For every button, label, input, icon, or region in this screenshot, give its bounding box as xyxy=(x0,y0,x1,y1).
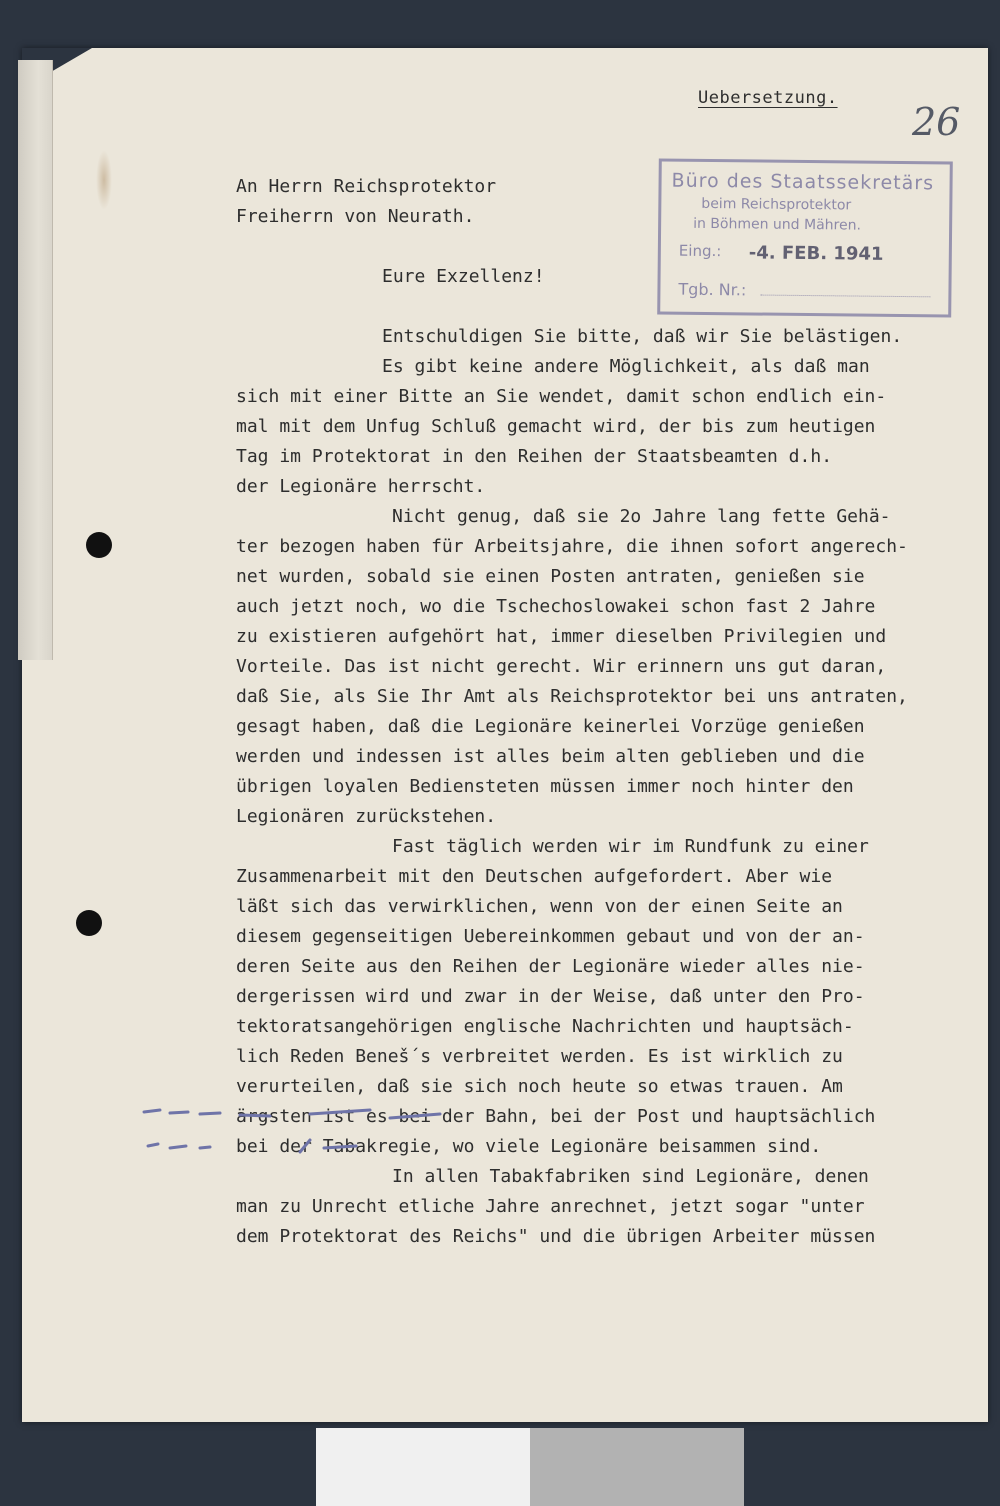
body-line: deren Seite aus den Reihen der Legionäre wieder alles nie- xyxy=(236,956,865,977)
body-line: dergerissen wird und zwar in der Weise, daß unter den Pro- xyxy=(236,986,865,1007)
address-line: Freiherrn von Neurath. xyxy=(236,206,475,227)
body-line: läßt sich das verwirklichen, wenn von der einen Seite an xyxy=(236,896,843,917)
body-line: werden und indessen ist alles beim alten geblieben und die xyxy=(236,746,865,767)
body-line: net wurden, sobald sie einen Posten antraten, genießen sie xyxy=(236,566,865,587)
body-line: Vorteile. Das ist nicht gerecht. Wir erinnern uns gut daran, xyxy=(236,656,887,677)
body-line: Tag im Protektorat in den Reihen der Staatsbeamten d.h. xyxy=(236,446,833,467)
body-line: gesagt haben, daß die Legionäre keinerlei Vorzüge genießen xyxy=(236,716,865,737)
salutation: Eure Exzellenz! xyxy=(382,266,545,287)
body-line: Es gibt keine andere Möglichkeit, als daß man xyxy=(382,356,870,377)
body-line: sich mit einer Bitte an Sie wendet, damit schon endlich ein- xyxy=(236,386,887,407)
stamp-date: -4. FEB. 1941 xyxy=(748,242,884,265)
stamp-eing-label: Eing.: xyxy=(678,241,722,261)
stamp-line-1: Büro des Staatssekretärs xyxy=(671,169,935,195)
body-line: zu existieren aufgehört hat, immer dieselben Privilegien und xyxy=(236,626,887,647)
stamp-tgb-label: Tgb. Nr.: xyxy=(678,279,747,300)
body-line: mal mit dem Unfug Schluß gemacht wird, der bis zum heutigen xyxy=(236,416,876,437)
body-line: Fast täglich werden wir im Rundfunk zu einer xyxy=(392,836,869,857)
rust-stain xyxy=(96,150,112,210)
body-line: verurteilen, daß sie sich noch heute so etwas trauen. Am xyxy=(236,1076,843,1097)
body-line: lich Reden Beneš´s verbreitet werden. Es ist wirklich zu xyxy=(236,1046,843,1067)
stamp-line-3: in Böhmen und Mähren. xyxy=(693,215,862,234)
body-line: ärgsten ist es bei der Bahn, bei der Post und hauptsächlich xyxy=(236,1106,876,1127)
body-line: diesem gegenseitigen Uebereinkommen gebaut und von der an- xyxy=(236,926,865,947)
body-line: Legionären zurückstehen. xyxy=(236,806,497,827)
body-line: Entschuldigen Sie bitte, daß wir Sie belästigen. xyxy=(382,326,903,347)
pencil-marginalia xyxy=(140,1100,460,1160)
archive-scale-bar xyxy=(316,1428,744,1506)
body-line: man zu Unrecht etliche Jahre anrechnet, jetzt sogar "unter xyxy=(236,1196,865,1217)
body-line: tektoratsangehörigen englische Nachrichten und hauptsäch- xyxy=(236,1016,854,1037)
body-line: bei der Tabakregie, wo viele Legionäre beisammen sind. xyxy=(236,1136,822,1157)
body-line: dem Protektorat des Reichs" und die übrigen Arbeiter müssen xyxy=(236,1226,876,1247)
punch-hole-bottom xyxy=(76,910,102,936)
stamp-line-2: beim Reichsprotektor xyxy=(701,195,852,214)
address-line: An Herrn Reichsprotektor xyxy=(236,176,497,197)
body-line: ter bezogen haben für Arbeitsjahre, die ihnen sofort angerech- xyxy=(236,536,908,557)
body-line: der Legionäre herrscht. xyxy=(236,476,486,497)
binding-strip xyxy=(18,60,53,660)
document-header-label: Uebersetzung. xyxy=(698,88,838,108)
body-line: übrigen loyalen Bediensteten müssen immer noch hinter den xyxy=(236,776,854,797)
body-line: Nicht genug, daß sie 2o Jahre lang fette Gehä- xyxy=(392,506,891,527)
body-line: Zusammenarbeit mit den Deutschen aufgefordert. Aber wie xyxy=(236,866,833,887)
body-line: In allen Tabakfabriken sind Legionäre, denen xyxy=(392,1166,869,1187)
body-line: daß Sie, als Sie Ihr Amt als Reichsprotektor bei uns antraten, xyxy=(236,686,908,707)
handwritten-page-number: 26 xyxy=(912,100,961,144)
punch-hole-top xyxy=(86,532,112,558)
letter-text xyxy=(236,169,976,1252)
body-line: auch jetzt noch, wo die Tschechoslowakei schon fast 2 Jahre xyxy=(236,596,876,617)
